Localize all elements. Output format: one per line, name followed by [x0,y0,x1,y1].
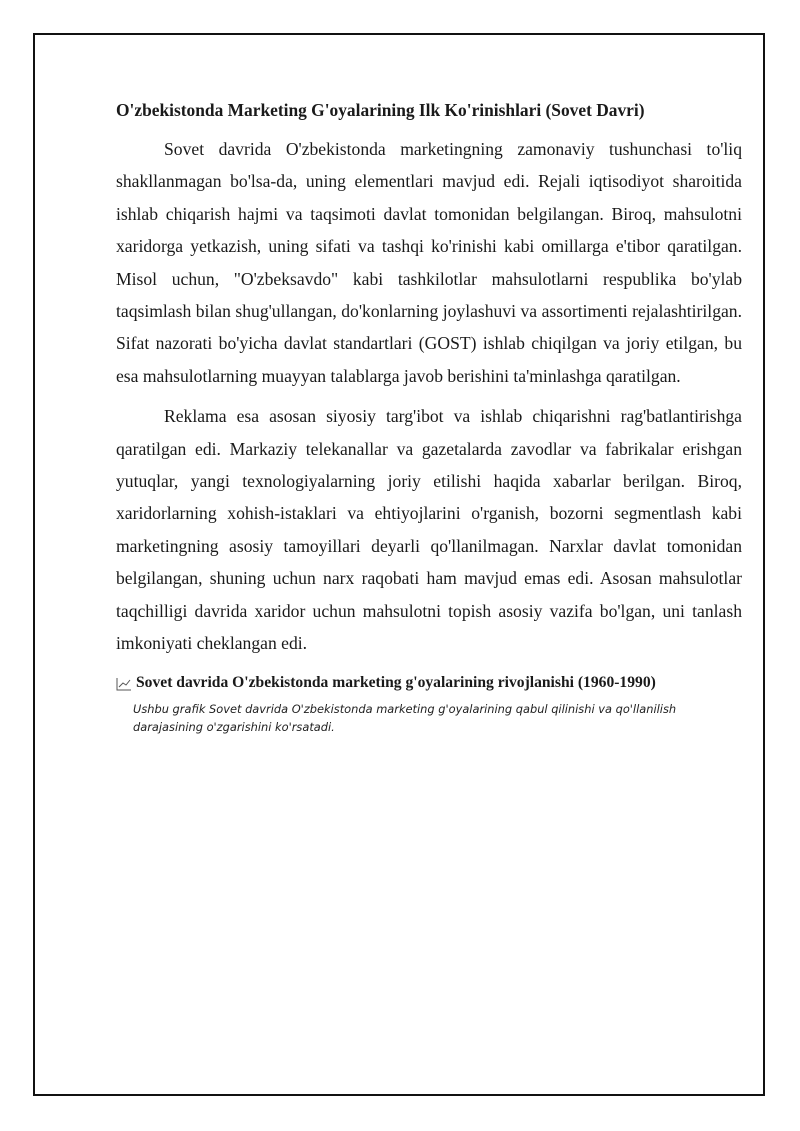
section-heading: O'zbekistonda Marketing G'oyalarining Ilk Ko'rinishlari (Sovet Davri) [116,100,645,120]
figure-caption: Ushbu grafik Sovet davrida O'zbekistonda marketing g'oyalarining qabul qilinishi va qo'llanilish darajasining o'zgarishini ko'rsatadi. [133,701,677,734]
document-body [116,98,742,736]
chart-increasing-icon [116,677,132,691]
paragraph-1: Sovet davrida O'zbekistonda marketingning zamonaviy tushunchasi to'liq shakllanmagan bo'lsa-da, uning elementlari mavjud edi. Rejali iqtisodiyot sharoitida ishlab chiqarish hajmi va taqsimoti davlat tomonidan belgilangan. Biroq, mahsulotni xaridorga yetkazish, uning sifati va tashqi ko'rinishi kabi omillarga e'tibor qaratilgan. Misol uchun, "O'zbeksavdo" kabi tashkilotlar mahsulotlarni respublika bo'ylab taqsimlash bilan shug'ullangan, do'konlarning joylashuvi va assortimenti rejalashtirilgan. Sifat nazorati bo'yicha davlat standartlari (GOST) ishlab chiqilgan va joriy etilgan, bu esa mahsulotlarning muayyan talablarga javob berishini ta'minlashga qaratilgan. [116,139,742,386]
figure-title-row [116,673,742,693]
figure-title: Sovet davrida O'zbekistonda marketing g'oyalarining rivojlanishi (1960-1990) [136,673,656,691]
paragraph-2: Reklama esa asosan siyosiy targ'ibot va ishlab chiqarishni rag'batlantirishga qaratilgan edi. Markaziy telekanallar va gazetalarda zavodlar va fabrikalar erishgan yutuqlar, yangi texnologiyalarning joriy etilishi haqida xabarlar berilgan. Biroq, xaridorlarning xohish-istaklari va ehtiyojlarini o'rganish, bozorni segmentlash kabi marketingning asosiy tamoyillari deyarli qo'llanilmagan. Narxlar davlat tomonidan belgilangan, shuning uchun narx raqobati ham mavjud emas edi. Asosan mahsulotlar taqchilligi davrida xaridor uchun mahsulotni topish asosiy vazifa bo'lgan, uni tanlash imkoniyati cheklangan edi. [116,406,742,654]
